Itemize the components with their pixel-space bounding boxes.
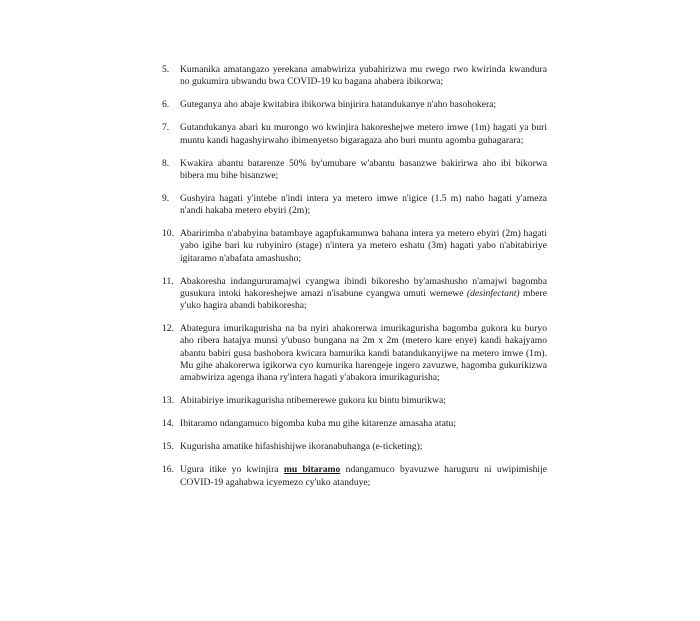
item-text: Kwakira abantu batarenze 50% by'umubare w'abantu basanzwe bakirirwa aho ibi bikorwa bibera mu bihe bisanzwe; bbox=[180, 157, 547, 181]
guideline-list bbox=[162, 64, 547, 500]
item-number: 14. bbox=[162, 418, 174, 430]
item-number: 7. bbox=[162, 122, 170, 134]
list-item bbox=[162, 464, 547, 488]
item-text: Abaririmba n'ababyina batambaye agapfukamunwa bahana intera ya metero ebyiri (2m) hagati yabo igihe bari ku rubyiniro (stage) n'intera ya metero eshatu (3m) hagati yabo n'abitabiriye igitaramo n'abafata amashusho; bbox=[180, 228, 547, 264]
item-number: 5. bbox=[162, 64, 170, 75]
item-text: Abategura imurikagurisha na ba nyiri ahakorerwa imurikagurisha bagomba gukora ku buryo aho ribera hatajya munsi y'ubuso bungana na 2m x 2m (metero kare enye) kandi hakajyamo abantu babiri gusa bashobora kwicara bamurika kandi batandukanyijwe na metero imwe (1m). Mu gihe ahakorerwa igikorwa cyo kumurika harengeje ingero zavuzwe, hagomba gukurikizwa amabwiriza agenga ihana ry'intera hagati y'abakora imurikagurisha; bbox=[180, 323, 547, 384]
list-item bbox=[162, 228, 547, 265]
list-item bbox=[162, 158, 547, 182]
list-item bbox=[162, 193, 547, 217]
item-number: 16. bbox=[162, 464, 174, 476]
item-text-part: ndangamuco byavuzwe haruguru ni uwipimishije COVID-19 agahabwa icyemezo cy'uko atanduye; bbox=[180, 464, 547, 488]
item-text bbox=[180, 464, 547, 488]
item-text-part: mbere y'uko hagira abandi babikoresha; bbox=[180, 287, 548, 312]
list-item bbox=[162, 441, 547, 453]
item-number: 9. bbox=[162, 192, 170, 204]
item-text: Gushyira hagati y'intebe n'indi intera ya metero imwe n'igice (1.5 m) naho hagati y'ameza n'andi hakaba metero ebyiri (2m); bbox=[180, 192, 547, 217]
item-text: Gutandukanya abari ku murongo wo kwinjira hakoreshejwe metero imwe (1m) hagati ya buri muntu kandi hagashyirwaho ibimenyetso bigaragaza aho buri muntu agomba guhagarara; bbox=[180, 122, 547, 146]
item-number: 12. bbox=[162, 323, 174, 335]
item-text: Kugurisha amatike hifashishijwe ikoranabuhanga (e-ticketing); bbox=[180, 441, 423, 453]
item-number: 13. bbox=[162, 395, 174, 407]
item-number: 15. bbox=[162, 441, 174, 453]
list-item bbox=[162, 418, 547, 430]
item-text: Abitabiriye imurikagurisha ntibemerewe gukora ku bintu bimurikwa; bbox=[180, 395, 446, 407]
item-text-part: Ugura itike yo kwinjira bbox=[180, 464, 284, 476]
list-item bbox=[162, 323, 547, 384]
list-item bbox=[162, 64, 547, 88]
item-text-emphasis: (desinfectant) bbox=[466, 287, 520, 299]
list-item bbox=[162, 122, 547, 146]
item-text bbox=[180, 276, 547, 313]
item-text: Ibitaramo ndangamuco bigomba kuba mu gihe kitarenze amasaha atatu; bbox=[180, 418, 456, 430]
item-text-underlined: mu bitaramo bbox=[283, 464, 341, 476]
item-number: 6. bbox=[162, 99, 170, 111]
list-item bbox=[162, 99, 547, 111]
item-number: 8. bbox=[162, 157, 170, 169]
item-text-part: Abakoresha indangururamajwi cyangwa ibindi bikoresho by'amashusho n'amajwi bagomba gusukura intoki hakoreshejwe amazi n'isabune cyangwa umuti wemewe bbox=[180, 275, 547, 299]
list-item bbox=[162, 395, 547, 407]
item-text: Kumanika amatangazo yerekana amabwiriza yubahirizwa mu rwego rwo kwirinda kwandura no gukumira ubwandu bwa COVID-19 ku bagana ahabera ibikorwa; bbox=[180, 64, 547, 88]
list-item bbox=[162, 276, 547, 313]
item-text: Guteganya aho abaje kwitabira ibikorwa binjirira hatandukanye n'aho basohokera; bbox=[180, 99, 497, 111]
item-number: 11. bbox=[162, 275, 174, 287]
item-number: 10. bbox=[162, 228, 174, 240]
